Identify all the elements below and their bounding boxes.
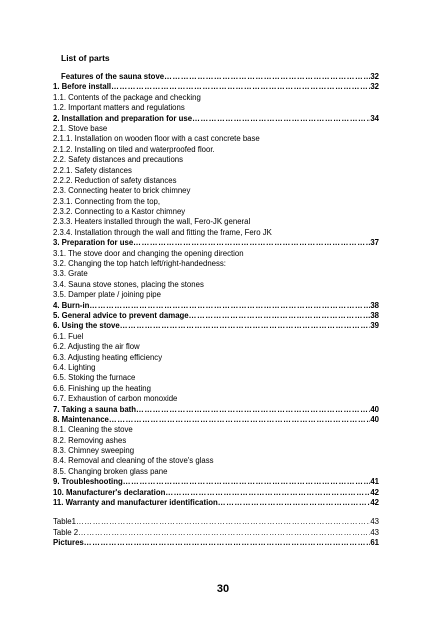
toc-entry-title: 3.3. Grate [53, 269, 88, 279]
toc-entry [53, 145, 379, 155]
toc-entry-title: 10. Manufacturer's declaration [53, 487, 166, 497]
toc-entry [53, 134, 379, 144]
toc-entry-title: 3.5. Damper plate / joining pipe [53, 290, 161, 300]
toc-entry [53, 467, 379, 477]
toc-entry [53, 301, 379, 311]
toc-entry [53, 82, 379, 92]
toc-entry [53, 363, 379, 373]
table-of-contents [53, 72, 379, 549]
toc-leader-dots [109, 415, 370, 425]
toc-entry-page: 34 [370, 113, 379, 123]
toc-entry [53, 538, 379, 548]
toc-entry-page: 38 [370, 300, 379, 310]
toc-leader-dots [218, 498, 371, 508]
toc-entry [53, 166, 379, 176]
toc-entry-page: 42 [370, 498, 379, 508]
toc-entry [53, 321, 379, 331]
toc-entry [53, 124, 379, 134]
toc-entry-title: Pictures [53, 538, 84, 548]
toc-entry [53, 249, 379, 259]
toc-entry [53, 114, 379, 124]
toc-entry-page: 43 [370, 517, 379, 527]
toc-entry [53, 425, 379, 435]
toc-entry [53, 217, 379, 227]
toc-entry-title: 2.3.2. Connecting to a Kastor chimney [53, 207, 186, 217]
toc-entry-title: 8.3. Chimney sweeping [53, 446, 135, 456]
toc-entry-title: 3.4. Sauna stove stones, placing the stones [53, 279, 204, 289]
toc-entry-title: 2.1. Stove base [53, 123, 108, 133]
toc-entry-title: 8. Maintenance [53, 414, 109, 424]
toc-entry-title: 1.2. Important matters and regulations [53, 103, 185, 113]
toc-entry-title: 2.3.4. Installation through the wall and fitting the frame, Fero JK [53, 227, 272, 237]
page-number: 30 [216, 583, 230, 595]
toc-entry [53, 93, 379, 103]
toc-entry [53, 498, 379, 508]
toc-entry [53, 488, 379, 498]
toc-entry-page: 39 [370, 321, 379, 331]
toc-entry-title: 6.6. Finishing up the heating [53, 383, 151, 393]
toc-entry [53, 186, 379, 196]
toc-entry-title: 2. Installation and preparation for use [53, 113, 193, 123]
toc-entry-title: 9. Troubleshooting [53, 477, 123, 487]
toc-entry-title: 4. Burn-in [53, 300, 90, 310]
toc-entry-title: Table 2 [53, 527, 79, 537]
toc-leader-dots [133, 238, 370, 248]
toc-leader-dots [165, 488, 370, 498]
toc-entry-title: 2.2.1. Safety distances [53, 165, 132, 175]
toc-entry-title: 2.3.3. Heaters installed through the wall, Fero-JK general [53, 217, 251, 227]
toc-entry-page: 32 [370, 72, 379, 81]
toc-entry-title: 11. Warranty and manufacturer identification [53, 498, 218, 508]
toc-entry [53, 528, 379, 538]
toc-entry-page: 42 [370, 487, 379, 497]
toc-entry [53, 207, 379, 217]
toc-entry [53, 197, 379, 207]
toc-entry-page: 61 [370, 538, 379, 548]
toc-entry-title: 3.2. Changing the top hatch left/right-handedness: [53, 259, 226, 269]
toc-entry-title: 2.3.1. Connecting from the top, [53, 196, 161, 206]
toc-entry-title: 8.4. Removal and cleaning of the stove's glass [53, 456, 214, 466]
toc-entry [53, 259, 379, 269]
toc-leader-dots [192, 114, 370, 124]
toc-entry-title: 2.1.2. Installing on tiled and waterproofed floor. [53, 144, 215, 154]
toc-entry [53, 353, 379, 363]
toc-entry [53, 155, 379, 165]
toc-entry-title: 6.3. Adjusting heating efficiency [53, 352, 163, 362]
toc-leader-dots [164, 72, 370, 82]
toc-entry-page: 41 [370, 477, 379, 487]
toc-entry [53, 342, 379, 352]
toc-entry-title: 2.2. Safety distances and precautions [53, 155, 184, 165]
toc-leader-dots [136, 405, 370, 415]
toc-entry-title: 2.2.2. Reduction of safety distances [53, 175, 177, 185]
toc-entry-title: 6.1. Fuel [53, 331, 84, 341]
toc-entry-page: 43 [370, 527, 379, 537]
toc-entry [53, 436, 379, 446]
toc-leader-dots [78, 528, 370, 538]
toc-leader-dots [123, 477, 371, 487]
toc-leader-dots [189, 311, 371, 321]
toc-entry [53, 238, 379, 248]
toc-entry [53, 280, 379, 290]
toc-entry-page: 40 [370, 414, 379, 424]
toc-entry [53, 373, 379, 383]
toc-entry [53, 415, 379, 425]
toc-entry [53, 311, 379, 321]
toc-entry [53, 384, 379, 394]
toc-entry-title: 6.5. Stoking the furnace [53, 373, 136, 383]
toc-entry-title: 3.1. The stove door and changing the opening direction [53, 248, 244, 258]
toc-entry-title: 8.5. Changing broken glass pane [53, 466, 168, 476]
toc-entry-title: 3. Preparation for use [53, 238, 134, 248]
toc-entry [53, 394, 379, 404]
toc-entry-title: Table1 [53, 517, 76, 527]
toc-entry [53, 290, 379, 300]
toc-entry [53, 176, 379, 186]
toc-entry [53, 446, 379, 456]
toc-entry [53, 477, 379, 487]
toc-entry [53, 456, 379, 466]
toc-entry [53, 405, 379, 415]
toc-entry-title: 1.1. Contents of the package and checking [53, 92, 201, 102]
toc-heading: List of parts [61, 53, 110, 63]
toc-entry-title: 8.2. Removing ashes [53, 435, 127, 445]
toc-leader-dots [89, 301, 370, 311]
toc-entry-title: 8.1. Cleaning the stove [53, 425, 133, 435]
toc-entry-title: 6.2. Adjusting the air flow [53, 342, 140, 352]
toc-gap [53, 508, 379, 517]
toc-entry [53, 228, 379, 238]
toc-leader-dots [120, 321, 371, 331]
toc-leader-dots [84, 538, 371, 548]
toc-entry-page: 40 [370, 404, 379, 414]
toc-entry-title: 1. Before install [53, 82, 112, 92]
toc-entry [53, 269, 379, 279]
toc-entry-title: Features of the sauna stove [61, 72, 165, 81]
toc-entry [53, 103, 379, 113]
toc-entry-page: 38 [370, 310, 379, 320]
toc-leader-dots [76, 517, 370, 527]
toc-entry-title: 6.7. Exhaustion of carbon monoxide [53, 394, 178, 404]
toc-entry-title: 2.1.1. Installation on wooden floor with a cast concrete base [53, 134, 260, 144]
toc-entry-title: 7. Taking a sauna bath [53, 404, 137, 414]
toc-entry [53, 517, 379, 527]
toc-entry-title: 5. General advice to prevent damage [53, 310, 189, 320]
toc-entry [53, 72, 379, 82]
toc-entry-page: 37 [370, 238, 379, 248]
toc-entry [53, 332, 379, 342]
toc-entry-title: 6.4. Lighting [53, 362, 96, 372]
toc-entry-page: 32 [370, 82, 379, 92]
toc-entry-title: 2.3. Connecting heater to brick chimney [53, 186, 191, 196]
toc-leader-dots [111, 82, 370, 92]
toc-entry-title: 6. Using the stove [53, 321, 120, 331]
